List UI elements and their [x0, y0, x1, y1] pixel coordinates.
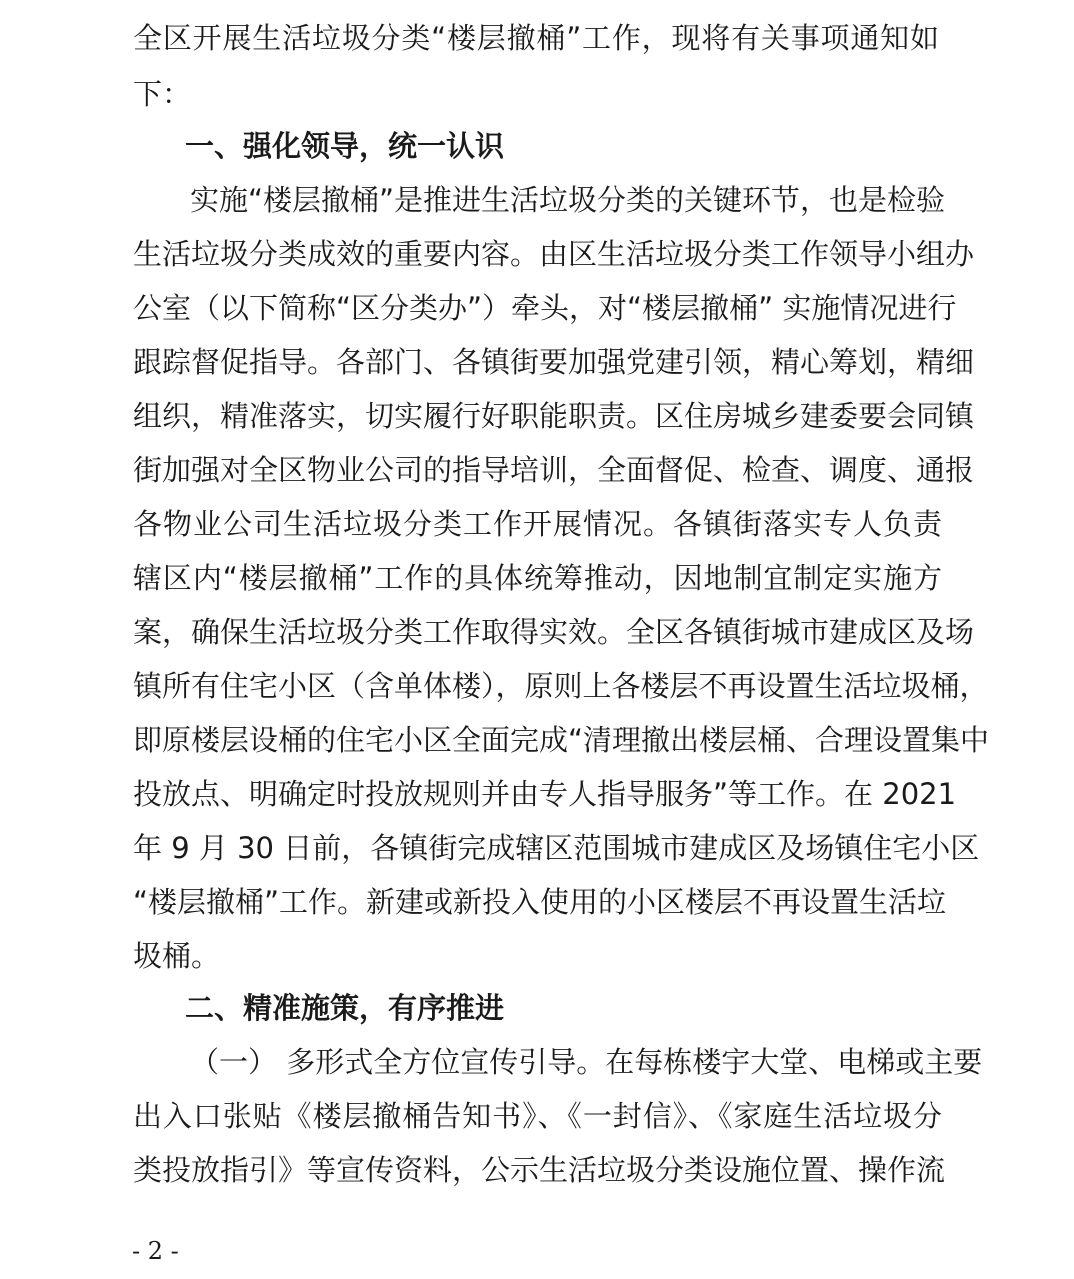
para-1-line-4: 跟踪督促指导。各部门、各镇街要加强党建引领，精心筹划，精细 [133, 345, 975, 379]
para-1-line-6: 街加强对全区物业公司的指导培训，全面督促、检查、调度、通报 [133, 453, 975, 487]
intro-line-2: 下： [133, 77, 192, 111]
para-1-line-2: 生活垃圾分类成效的重要内容。由区生活垃圾分类工作领导小组办 [133, 237, 975, 271]
section-heading-1: 一、强化领导，统一认识 [185, 129, 505, 163]
page-number: - 2 - [132, 1237, 179, 1265]
para-1-line-3: 公室（以下简称“区分类办”）牵头，对“楼层撤桶” 实施情况进行 [133, 291, 957, 325]
para-2-line-3: 类投放指引》等宣传资料，公示生活垃圾分类设施位置、操作流 [133, 1153, 946, 1187]
para-1-line-14: “楼层撤桶”工作。新建或新投入使用的小区楼层不再设置生活垃 [133, 885, 947, 919]
para-1-line-9: 案，确保生活垃圾分类工作取得实效。全区各镇街城市建成区及场 [133, 615, 975, 649]
section-heading-2: 二、精准施策，有序推进 [185, 991, 505, 1025]
para-2-line-2: 出入口张贴《楼层撤桶告知书》、《一封信》、《家庭生活垃圾分 [133, 1099, 942, 1133]
para-1-line-12: 投放点、明确定时投放规则并由专人指导服务”等工作。在 2021 [133, 777, 957, 811]
para-1-line-15: 圾桶。 [133, 939, 221, 973]
para-1-line-11: 即原楼层设桶的住宅小区全面完成“清理撤出楼层桶、合理设置集中 [133, 723, 990, 757]
para-1-line-5: 组织，精准落实，切实履行好职能职责。区住房城乡建委要会同镇 [133, 399, 975, 433]
para-1-line-10: 镇所有住宅小区（含单体楼），原则上各楼层不再设置生活垃圾桶， [133, 669, 989, 703]
para-1-line-1: 实施“楼层撤桶”是推进生活垃圾分类的关键环节，也是检验 [190, 183, 946, 217]
para-2-line-1: （一） 多形式全方位宣传引导。在每栋楼宇大堂、电梯或主要 [190, 1045, 983, 1079]
para-1-line-7: 各物业公司生活垃圾分类工作开展情况。各镇街落实专人负责 [133, 507, 942, 541]
intro-line-1: 全区开展生活垃圾分类“楼层撤桶”工作，现将有关事项通知如 [133, 21, 939, 55]
para-1-line-13: 年 9 月 30 日前，各镇街完成辖区范围城市建成区及场镇住宅小区 [133, 831, 980, 865]
para-1-line-8: 辖区内“楼层撤桶”工作的具体统筹推动，因地制宜制定实施方 [133, 561, 942, 595]
